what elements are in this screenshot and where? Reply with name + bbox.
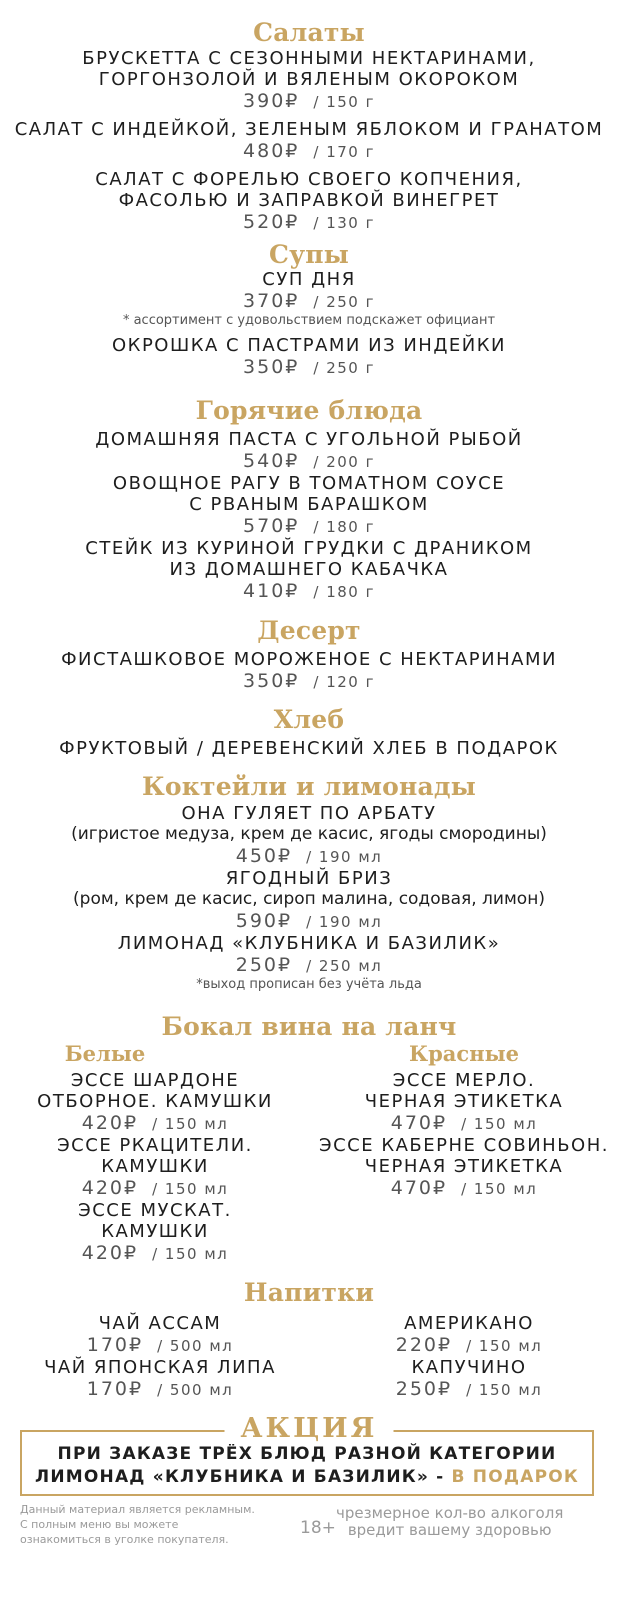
promo-line-2 bbox=[22, 1466, 592, 1489]
section-bread bbox=[0, 705, 618, 759]
drink-volume: / 150 мл bbox=[466, 1381, 543, 1399]
section-title: Бокал вина на ланч bbox=[161, 1012, 457, 1041]
wine-price-row bbox=[310, 1177, 618, 1200]
wine-price: 470₽ bbox=[390, 1177, 448, 1199]
bread-text: ФРУКТОВЫЙ / ДЕРЕВЕНСКИЙ ХЛЕБ В ПОДАРОК bbox=[59, 738, 559, 759]
dish-note: * ассортимент с удовольствием подскажет официант bbox=[122, 313, 496, 328]
drinks-right-column bbox=[320, 1313, 618, 1401]
promo-title: АКЦИЯ bbox=[225, 1414, 394, 1444]
dish-price-row bbox=[0, 670, 618, 693]
dish-weight: / 250 г bbox=[313, 293, 375, 311]
drink-price-row bbox=[0, 845, 618, 868]
drink-volume: / 500 мл bbox=[157, 1381, 234, 1399]
drink-name: ЯГОДНЫЙ БРИЗ bbox=[225, 868, 393, 889]
dish-name: ОКРОШКА С ПАСТРАМИ ИЗ ИНДЕЙКИ bbox=[112, 335, 506, 356]
drink-price-row bbox=[0, 954, 618, 977]
dish-weight: / 180 г bbox=[313, 583, 375, 601]
section-hot bbox=[0, 396, 618, 603]
drink-desc: (игристое медуза, крем де касис, ягоды смородины) bbox=[71, 824, 547, 844]
wine-name: ОТБОРНОЕ. КАМУШКИ bbox=[37, 1091, 273, 1112]
drink-name: ЧАЙ ЯПОНСКАЯ ЛИПА bbox=[44, 1357, 276, 1378]
wine-name: ЭССЕ ШАРДОНЕ bbox=[70, 1070, 240, 1091]
dish-price-row bbox=[0, 356, 618, 379]
section-title: Напитки bbox=[243, 1278, 375, 1307]
alcohol-warning-line: чрезмерное кол-во алкоголя bbox=[336, 1504, 564, 1522]
dish-price: 480₽ bbox=[243, 140, 300, 162]
section-title: Хлеб bbox=[273, 705, 345, 734]
dish-price-row bbox=[0, 580, 618, 603]
promo-line-1: ПРИ ЗАКАЗЕ ТРЁХ БЛЮД РАЗНОЙ КАТЕГОРИИ bbox=[57, 1444, 557, 1464]
wine-volume: / 150 мл bbox=[152, 1180, 229, 1198]
wine-red-title: Красные bbox=[409, 1041, 519, 1066]
dish-weight: / 250 г bbox=[313, 359, 375, 377]
alcohol-warning-line: вредит вашему здоровью bbox=[347, 1521, 552, 1539]
dish-price-row bbox=[0, 515, 618, 538]
drink-price: 170₽ bbox=[86, 1378, 144, 1400]
drink-price-row bbox=[320, 1378, 618, 1401]
promo-highlight: В ПОДАРОК bbox=[451, 1467, 579, 1487]
dish-weight: / 170 г bbox=[313, 143, 375, 161]
dish-name: БРУСКЕТТА С СЕЗОННЫМИ НЕКТАРИНАМИ, bbox=[82, 48, 536, 69]
wine-price-row bbox=[0, 1177, 310, 1200]
wine-name: КАМУШКИ bbox=[101, 1221, 209, 1242]
wine-name: ЭССЕ МУСКАТ. bbox=[78, 1200, 232, 1221]
dish-name: ГОРГОНЗОЛОЙ И ВЯЛЕНЫМ ОКОРОКОМ bbox=[98, 69, 520, 90]
dish-price: 350₽ bbox=[243, 356, 300, 378]
wine-columns bbox=[0, 1041, 618, 1265]
wine-price: 420₽ bbox=[81, 1112, 139, 1134]
dish-price: 540₽ bbox=[243, 450, 300, 472]
drink-price: 220₽ bbox=[395, 1334, 453, 1356]
wine-price: 420₽ bbox=[81, 1242, 139, 1264]
dish-name: СТЕЙК ИЗ КУРИНОЙ ГРУДКИ С ДРАНИКОМ bbox=[85, 538, 533, 559]
wine-white-title: Белые bbox=[64, 1041, 146, 1066]
drink-volume: / 190 мл bbox=[306, 913, 383, 931]
drink-price: 590₽ bbox=[235, 910, 293, 932]
drinks-left-column bbox=[0, 1313, 320, 1401]
drinks-columns bbox=[0, 1313, 618, 1401]
drink-price-row bbox=[0, 910, 618, 933]
wine-name: КАМУШКИ bbox=[101, 1156, 209, 1177]
drink-price: 250₽ bbox=[235, 954, 293, 976]
dish-weight: / 150 г bbox=[313, 93, 375, 111]
ad-disclaimer-line: С полным меню вы можете bbox=[20, 1518, 179, 1531]
dish-price-row bbox=[0, 90, 618, 113]
dish-price: 410₽ bbox=[243, 580, 300, 602]
dish-name: ОВОЩНОЕ РАГУ В ТОМАТНОМ СОУСЕ bbox=[112, 473, 506, 494]
section-title: Коктейли и лимонады bbox=[141, 772, 477, 801]
drink-price: 170₽ bbox=[86, 1334, 144, 1356]
wine-volume: / 150 мл bbox=[152, 1115, 229, 1133]
drink-name: ОНА ГУЛЯЕТ ПО АРБАТУ bbox=[181, 803, 437, 824]
dish-weight: / 200 г bbox=[313, 453, 375, 471]
dish-name: ФИСТАШКОВОЕ МОРОЖЕНОЕ С НЕКТАРИНАМИ bbox=[61, 649, 557, 670]
drink-price-row bbox=[0, 1334, 320, 1357]
wine-price-row bbox=[310, 1112, 618, 1135]
dish-name: САЛАТ С ФОРЕЛЬЮ СВОЕГО КОПЧЕНИЯ, bbox=[95, 169, 523, 190]
drink-volume: / 150 мл bbox=[466, 1337, 543, 1355]
wine-name: ЭССЕ РКАЦИТЕЛИ. bbox=[57, 1135, 253, 1156]
dish-price: 520₽ bbox=[243, 211, 300, 233]
dish-weight: / 130 г bbox=[313, 214, 375, 232]
wine-volume: / 150 мл bbox=[461, 1115, 538, 1133]
drink-price-row bbox=[0, 1378, 320, 1401]
promo-line-2-text: ЛИМОНАД «КЛУБНИКА И БАЗИЛИК» - bbox=[35, 1467, 452, 1487]
section-title: Супы bbox=[268, 240, 350, 269]
drink-note: *выход прописан без учёта льда bbox=[196, 977, 422, 992]
section-wine bbox=[0, 1012, 618, 1265]
wine-red-column bbox=[310, 1041, 618, 1265]
drink-volume: / 190 мл bbox=[306, 848, 383, 866]
wine-name: ЧЕРНАЯ ЭТИКЕТКА bbox=[364, 1156, 564, 1177]
dish-price-row bbox=[0, 140, 618, 163]
ad-disclaimer-line: ознакомиться в уголке покупателя. bbox=[20, 1533, 229, 1546]
wine-name: ЭССЕ КАБЕРНЕ СОВИНЬОН. bbox=[319, 1135, 609, 1156]
dish-name: ИЗ ДОМАШНЕГО КАБАЧКА bbox=[169, 559, 449, 580]
wine-white-column bbox=[0, 1041, 310, 1265]
section-title: Десерт bbox=[257, 616, 361, 645]
section-cocktails bbox=[0, 772, 618, 993]
ad-disclaimer-line: Данный материал является рекламным. bbox=[20, 1503, 255, 1516]
drink-desc: (ром, крем де касис, сироп малина, содовая, лимон) bbox=[73, 889, 545, 909]
dish-weight: / 180 г bbox=[313, 518, 375, 536]
dish-name: ФАСОЛЬЮ И ЗАПРАВКОЙ ВИНЕГРЕТ bbox=[118, 190, 500, 211]
dish-price-row bbox=[0, 211, 618, 234]
dish-weight: / 120 г bbox=[313, 673, 375, 691]
alcohol-warning bbox=[336, 1505, 563, 1539]
dish-name: ДОМАШНЯЯ ПАСТА С УГОЛЬНОЙ РЫБОЙ bbox=[95, 429, 523, 450]
section-title: Горячие блюда bbox=[195, 396, 423, 425]
dish-price-row bbox=[0, 450, 618, 473]
dish-price: 350₽ bbox=[243, 670, 300, 692]
drink-price-row bbox=[320, 1334, 618, 1357]
dish-price: 390₽ bbox=[243, 90, 300, 112]
dish-name: САЛАТ С ИНДЕЙКОЙ, ЗЕЛЕНЫМ ЯБЛОКОМ И ГРАНАТОМ bbox=[14, 119, 604, 140]
wine-price: 420₽ bbox=[81, 1177, 139, 1199]
wine-volume: / 150 мл bbox=[152, 1245, 229, 1263]
drink-name: КАПУЧИНО bbox=[411, 1357, 527, 1378]
ad-disclaimer bbox=[20, 1502, 255, 1547]
dish-price: 370₽ bbox=[243, 290, 300, 312]
drink-price: 450₽ bbox=[235, 845, 293, 867]
wine-price: 470₽ bbox=[390, 1112, 448, 1134]
dish-name: С РВАНЫМ БАРАШКОМ bbox=[189, 494, 429, 515]
section-salads bbox=[0, 18, 618, 234]
drink-volume: / 250 мл bbox=[306, 957, 383, 975]
wine-price-row bbox=[0, 1242, 310, 1265]
wine-volume: / 150 мл bbox=[461, 1180, 538, 1198]
drink-name: ЛИМОНАД «КЛУБНИКА И БАЗИЛИК» bbox=[117, 933, 501, 954]
section-title: Салаты bbox=[253, 18, 365, 47]
section-soups bbox=[0, 240, 618, 379]
wine-name: ЭССЕ МЕРЛО. bbox=[392, 1070, 536, 1091]
age-rating: 18+ bbox=[300, 1518, 336, 1538]
wine-price-row bbox=[0, 1112, 310, 1135]
drink-name: АМЕРИКАНО bbox=[404, 1313, 534, 1334]
section-dessert bbox=[0, 616, 618, 693]
section-drinks bbox=[0, 1278, 618, 1401]
dish-price: 570₽ bbox=[243, 515, 300, 537]
dish-name: СУП ДНЯ bbox=[262, 269, 356, 290]
dish-price-row bbox=[0, 290, 618, 313]
drink-price: 250₽ bbox=[395, 1378, 453, 1400]
wine-name: ЧЕРНАЯ ЭТИКЕТКА bbox=[364, 1091, 564, 1112]
drink-volume: / 500 мл bbox=[157, 1337, 234, 1355]
drink-name: ЧАЙ АССАМ bbox=[98, 1313, 222, 1334]
